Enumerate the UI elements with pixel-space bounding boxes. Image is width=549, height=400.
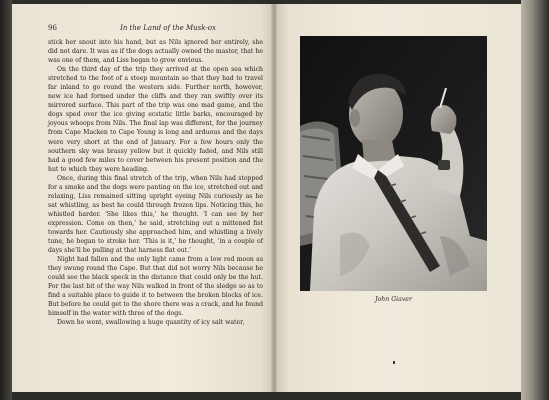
running-head-title: In the Land of the Musk-ox — [120, 24, 216, 32]
paragraph: Night had fallen and the only light came from a low red moon as they swung round the Cape. But that did not worry Nils because he could see the black speck in the distance that could only be the hut. For the last bit of the way Nils walked in front of the sledge so as to find a suitable place to guide it to between the broken blocks of ice. But before he could get to the shore there was a crack, and he found himself in the water with three of the dogs. — [48, 256, 264, 318]
paragraph: stick her snout into his hand, but as Nils ignored her entirely, she did not dare. It was as if the dogs actually owned the master, that he was one of them, and Liss began to grow envious. — [48, 39, 263, 65]
signature-mark — [393, 361, 395, 364]
book-gutter — [271, 4, 277, 392]
paragraph: On the third day of the trip they arrived at the open sea which stretched to the foot of a steep mountain so that they had to travel far inland to go round the western side. Further north, however, new ice had formed under the cliffs and they ran swiftly over its mirrored surface. This part of the trip was one mad game, and the dogs sped over the ice giving ecstatic little barks, encouraged by joyous whoops from Nils. The final lap was different, for the journey from Cape Macken to Cape Young is long and arduous and the days were very short at the end of January. For a few hours only the southern sky was brassy yellow but it quickly faded, and Nils still had a good few miles to cover between his present position and the hut to which they were heading. — [48, 66, 263, 173]
body-text — [48, 38, 263, 328]
portrait-photo-icon — [300, 36, 487, 291]
photo-caption: John Giaver — [375, 296, 412, 303]
paragraph: Once, during this final stretch of the trip, when Nils had stopped for a smoke and the dogs were panting on the ice, stretched out and relaxing, Liss remained sitting upright eyeing Nils curiously as he sat whistling, as best he could through frozen lips. Noticing this, he whistled harder. ‘She likes this,’ he thought. ‘I can see by her expression. Come on then,’ he said, stretching out a mittened fist towards her. Cautiously she approached him, and whistling a lively tune, he began to stroke her. ‘This is it,’ he thought, ‘in a couple of days she’ll be pulling at that harness flat out.’ — [48, 174, 263, 255]
book-cover-edge-left — [0, 0, 12, 400]
page-number: 96 — [48, 24, 57, 32]
paragraph: Down he went, swallowing a huge quantity of icy salt water, — [57, 319, 245, 327]
page-block-edge-right — [521, 0, 549, 400]
